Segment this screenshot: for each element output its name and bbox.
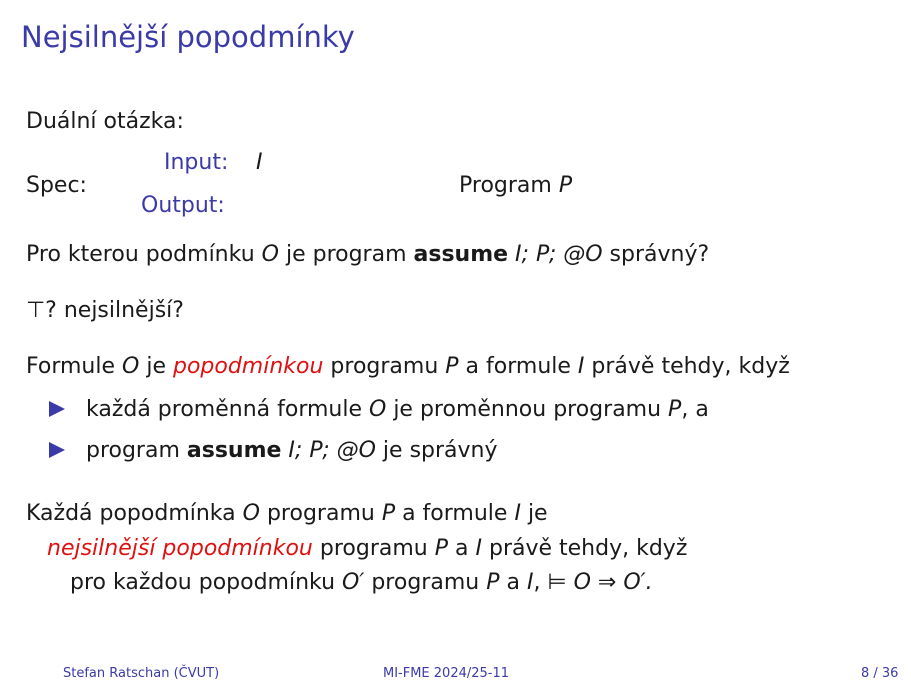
output-label: Output: [141,193,225,218]
slide-title: Nejsilnější popodmínky [21,20,355,54]
footer-course: MI-FME 2024/25-11 [383,666,510,681]
input-label: Input: [164,150,229,175]
triangle-bullet-icon [49,442,65,458]
triangle-bullet-icon [49,401,65,417]
dual-question: Duální otázka: [26,109,184,134]
spec-label: Spec: [26,173,87,198]
definition-1: Formule O je popodmínkou programu P a formule I právě tehdy, když [26,354,790,379]
top-question: ⊤? nejsilnější? [26,298,184,323]
definition-2-line-3: pro každou popodmínku O′ programu P a I, ⊨ O ⇒ O′. [70,570,653,595]
footer-author: Stefan Ratschan (ČVUT) [63,666,220,681]
bullet-item-2: program assume I; P; @O je správný [49,437,498,465]
bullet-item-1: každá proměnná formule O je proměnnou programu P, a [49,396,709,424]
question-line: Pro kterou podmínku O je program assume I; P; @O správný? [26,242,710,267]
definition-2-line-1: Každá popodmínka O programu P a formule I je [26,501,548,526]
input-value: I [256,150,263,175]
definition-2-line-2: nejsilnější popodmínkou programu P a I právě tehdy, když [47,536,688,561]
footer-page-number: 8 / 36 [861,666,899,681]
program-label: Program P [459,173,573,198]
